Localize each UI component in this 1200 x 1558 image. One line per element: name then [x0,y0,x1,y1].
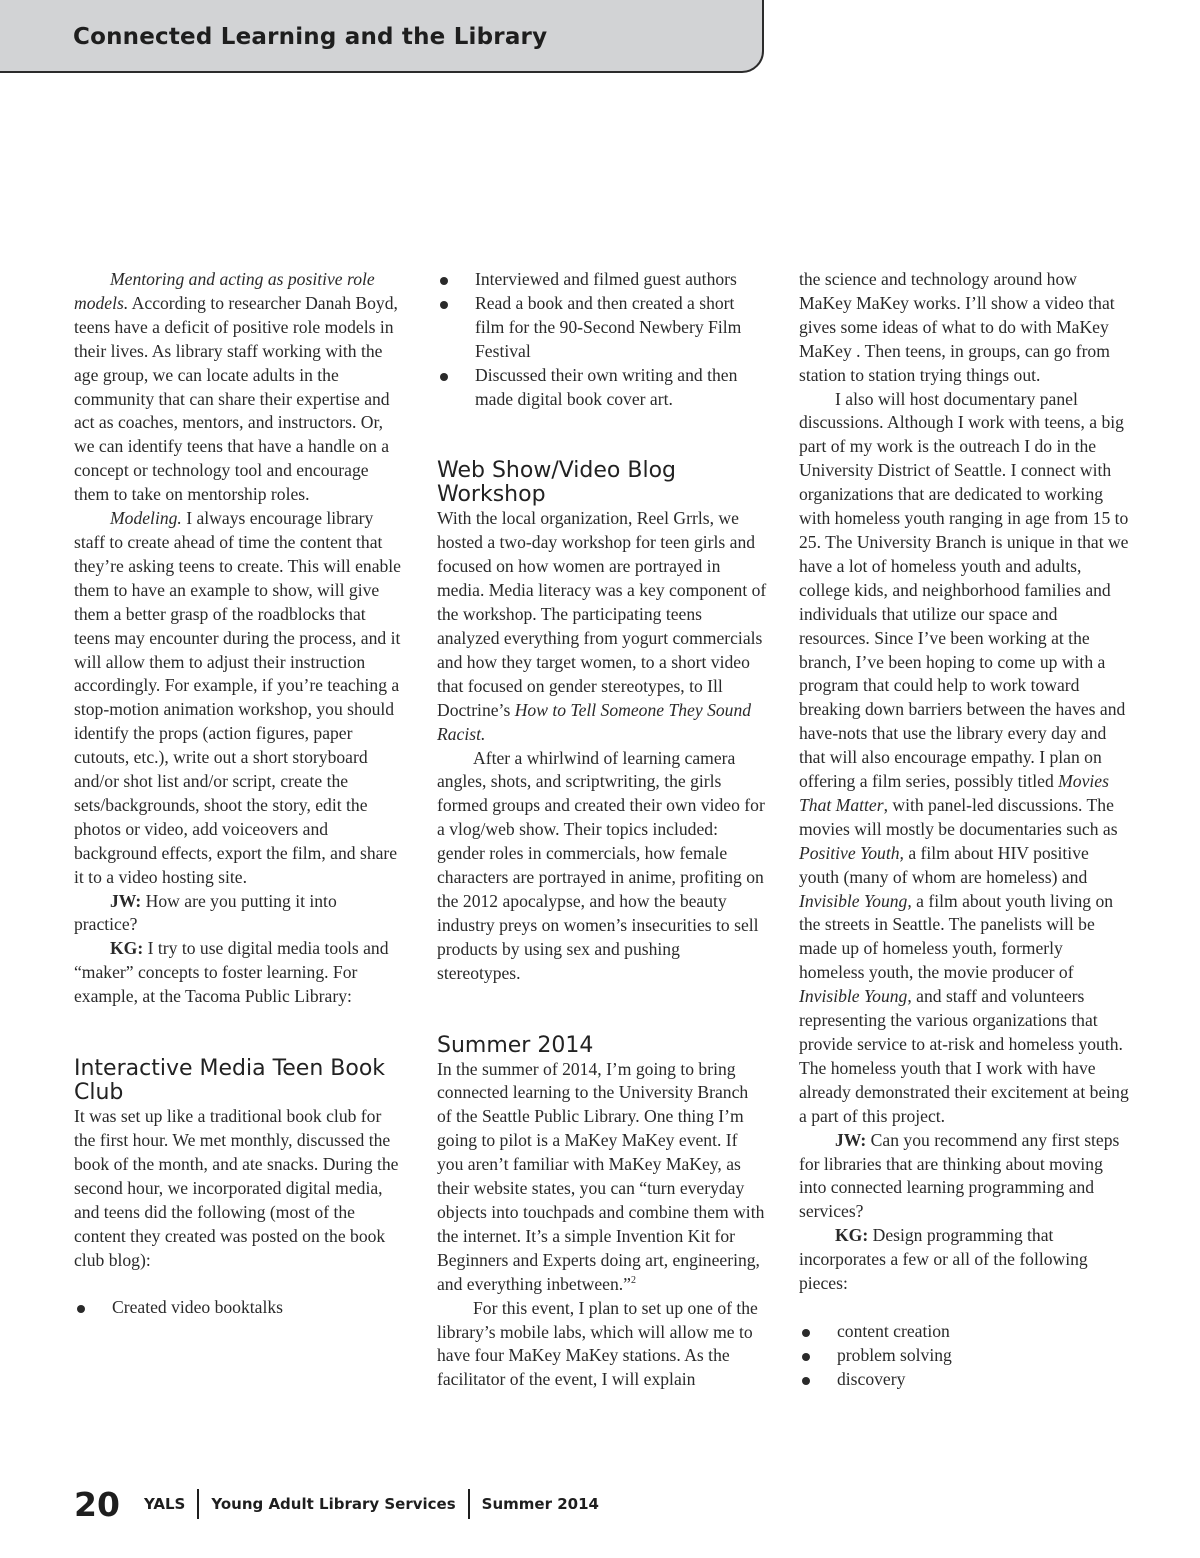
list-item-text: problem solving [837,1344,952,1365]
bullet-list [437,268,767,411]
interview-answer [74,937,404,1009]
paragraph-text: a film about HIV positive youth (many of whom are homeless) and [799,842,1089,887]
paragraph-book-club: It was set up like a traditional book club for the first hour. We met monthly, discussed the book of the month, and ate snacks. During the second hour, we incorporated digital media, and teens did the following (most of the content they created was posted on the book club blog): [74,1106,399,1270]
column-3 [799,268,1129,1392]
bullet-icon [802,1377,810,1385]
running-header-title: Connected Learning and the Library [73,24,548,50]
speaker-label: KG: [835,1225,869,1246]
run-in-heading-mentoring: Mentoring and acting as positive role models. [74,269,375,313]
paragraph-text: , with panel-led discussions. The movies will mostly be documentaries such as [799,794,1118,839]
bullet-icon [440,301,448,309]
paragraph-mentoring [74,268,404,507]
list-item-text: Read a book and then created a short film for the 90-Second Newbery Film Festival [475,292,742,361]
answer-text: Design programming that incorporates a few or all of the following pieces: [799,1225,1088,1294]
interview-answer [799,1224,1129,1296]
footnote-marker: 2 [630,1274,636,1286]
bullet-icon [77,1305,85,1313]
film-title: Invisible Young, [799,890,912,911]
speaker-label: JW: [835,1129,867,1150]
list-item [437,292,767,364]
section-heading-web-show: Web Show/Video Blog Workshop [437,458,676,508]
list-item [437,364,767,412]
issue-label: Summer 2014 [481,1495,599,1513]
paragraph-text: According to researcher Danah Boyd, teens have a deficit of positive role models in their lives. As library staff working with the age group, we can locate adults in the community that can share their expertise and act as coaches, mentors, and instructors. Or, we can identify teens that have a handle on a concept or technology tool and encourage them to take on mentorship roles. [74,292,398,505]
bullet-icon [802,1329,810,1337]
section-heading-summer: Summer 2014 [437,1032,594,1058]
video-title: How to Tell Someone They Sound Racist. [437,699,752,744]
film-title: Positive Youth, [799,842,904,863]
footer-divider [468,1489,470,1519]
column-1 [74,268,404,1320]
bullet-icon [440,373,448,381]
paragraph-reel-grrls [437,507,767,746]
paragraph-modeling [74,507,404,890]
footer-divider [197,1489,199,1519]
column-2 [437,268,767,1392]
list-item [799,1368,1129,1392]
list-item-text: discovery [837,1368,906,1389]
paragraph-continued: the science and technology around how MaKey MaKey works. I’ll show a video that gives some ideas of what to do with MaKey MaKey . Then teens, in groups, can go from station to station trying things out. [799,269,1115,385]
journal-name: Young Adult Library Services [211,1495,456,1513]
page-footer [74,1484,599,1524]
run-in-heading-modeling: Modeling. [110,508,182,529]
paragraph-vlog: After a whirlwind of learning camera angles, shots, and scriptwriting, the girls formed groups and created their own video for a vlog/web show. Their topics included: gender roles in commercials, how female characters are portrayed in anime, profiting on the 2012 apocalypse, and how the beauty industry preys on women’s insecurities to sell products by using sex and pushing stereotypes. [437,747,765,983]
interview-question [74,890,404,938]
paragraph-documentary [799,388,1129,1129]
bullet-list [799,1320,1129,1392]
list-item [799,1320,1129,1344]
paragraph-text: I also will host documentary panel discussions. Although I work with teens, a big part of my work is the outreach I do in the University District of Seattle. I connect with organizations that are dedicated to working with homeless youth ranging in age from 15 to 25. The University Branch is unique in that we have a lot of homeless youth and adults, college kids, and neighborhood families and individuals that utilize our space and resources. Since I’ve been working at the branch, I’ve been hoping to come up with a program that could help to work toward breaking down barriers between the haves and have-nots that use the library every day and that will also encourage empathy. I plan on offering a film series, possibly titled [799,388,1129,792]
speaker-label: JW: [110,890,142,911]
page-number: 20 [74,1484,120,1524]
list-item [74,1296,404,1320]
paragraph-text: , and staff and volunteers representing the various organizations that provide service to at-risk and homeless youth. The homeless youth that I work with have already demonstrated their excitement at being a part of this project. [799,986,1129,1126]
section-heading-book-club: Interactive Media Teen Book Club [74,1056,386,1106]
list-item [799,1344,1129,1368]
film-title: Invisible Young [799,986,908,1007]
list-item-text: content creation [837,1320,950,1341]
list-item-text: Discussed their own writing and then made digital book cover art. [475,364,738,409]
bullet-icon [440,277,448,285]
paragraph-text: In the summer of 2014, I’m going to bring connected learning to the University Branch of the Seattle Public Library. One thing I’m going to pilot is a MaKey MaKey event. If you aren’t familiar with MaKey MaKey, as their website states, you can “turn everyday objects into touchpads and combine them with the internet. It’s a simple Invention Kit for Beginners and Experts doing art, engineering, and everything inbetween.” [437,1058,765,1294]
journal-abbreviation: YALS [143,1495,186,1513]
paragraph-text: a film about youth living on the streets in Seattle. The panelists will be made up of homeless youth, formerly homeless youth, the movie producer of [799,890,1114,983]
question-text: How are you putting it into practice? [74,890,337,935]
question-text: Can you recommend any first steps for libraries that are thinking about moving into connected learning programming and services? [799,1129,1120,1222]
paragraph-text: I always encourage library staff to create ahead of time the content that they’re asking teens to create. This will enable them to have an example to show, will give them a better grasp of the roadblocks that teens may encounter during the process, and it will allow them to adjust their instruction accordingly. For example, if you’re teaching a stop-motion animation workshop, you should identify the props (action figures, paper cutouts, etc.), write out a short storyboard and/or shot list and/or script, create the sets/backgrounds, shoot the story, edit the photos or video, add voiceovers and background effects, export the film, and share it to a video hosting site. [74,508,401,887]
film-series-title: Movies That Matter [799,771,1109,815]
header-tab [0,0,764,73]
list-item-text: Created video booktalks [112,1297,284,1318]
bullet-icon [802,1353,810,1361]
answer-text: I try to use digital media tools and “maker” concepts to foster learning. For example, at the Tacoma Public Library: [74,938,389,1007]
speaker-label: KG: [110,938,144,959]
list-item-text: Interviewed and filmed guest authors [475,269,737,289]
list-item [437,268,767,292]
paragraph-makey-makey [437,1058,767,1297]
paragraph-mobile-labs: For this event, I plan to set up one of the library’s mobile labs, which will allow me to have four MaKey MaKey stations. As the facilitator of the event, I will explain [437,1297,758,1390]
bullet-list [74,1296,404,1320]
interview-question [799,1129,1129,1225]
paragraph-text: With the local organization, Reel Grrls, we hosted a two-day workshop for teen girls and focused on how women are portrayed in media. Media literacy was a key component of the workshop. The participating teens analyzed everything from yogurt commercials and how they target women, to a short video that focused on gender stereotypes, to Ill Doctrine’s [437,508,767,720]
